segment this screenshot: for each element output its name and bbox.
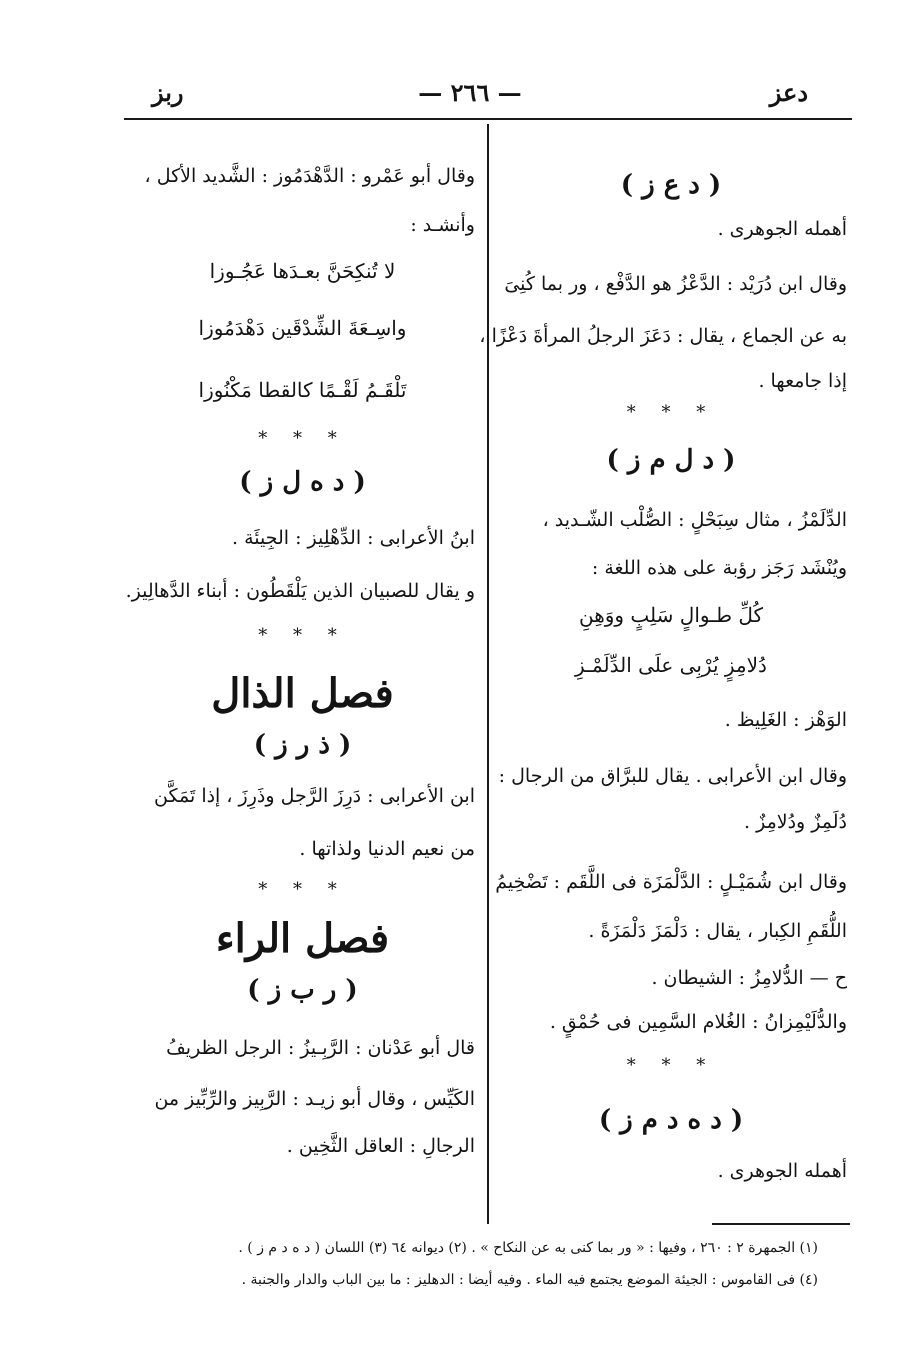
text-line: الكَيِّس ، وقال أبو زيـد : الرَّبِيز والرِّبِّيز من <box>154 1088 475 1110</box>
verse-line: تَلْقَـمُ لَقْـمًا كالقطا مَكْنُوزا <box>198 378 407 402</box>
text-line: إذا جامعها . <box>758 370 847 392</box>
text-line: ابنُ الأعرابى : الدِّهْلِيز : الجِيئَة . <box>231 527 475 549</box>
verse-line: كُلِّ طـوالٍ سَلِبٍ ووَهِنِ <box>578 603 764 627</box>
text-line: من نعيم الدنيا ولذاتها . <box>299 838 475 860</box>
verse-line: واسِـعَةَ الشِّدْقَين دَهْدَمُوزا <box>198 316 407 340</box>
entry-heading: ( د ع ز ) <box>620 170 722 200</box>
text-line: الدِّلَمْزُ ، مثال سِبَحْلٍ : الصُّلْب الشّـديد ، <box>542 509 847 531</box>
text-line: الوَهْز : الغَلِيظ . <box>724 709 847 731</box>
text-line: وقال ابن الأعرابى . يقال للبرَّاق من الرجال : <box>498 765 847 787</box>
page-number: — ٢٦٦ — <box>418 78 522 107</box>
text-line: أهمله الجوهرى . <box>717 218 847 240</box>
entry-heading: ( ذ ر ز ) <box>253 730 352 760</box>
text-line: ابن الأعرابى : دَرِزَ الرَّجل وذَرِزَ ، إذا تَمَكَّن <box>154 785 475 807</box>
text-line: به عن الجماع ، يقال : دَعَزَ الرجلُ المرأةَ دَعْزًا ، <box>479 325 847 347</box>
verse-line: لا تُنكِحَنَّ بعـدَها عَجُـوزا <box>209 259 396 283</box>
section-heading: فصل الذال <box>211 670 394 717</box>
entry-heading: ( د ل م ز ) <box>606 445 736 475</box>
text-line: الرجالِ : العاقل الثَّخِين . <box>286 1135 475 1157</box>
text-line: وقال أبو عَمْرو : الدَّهْدَمُوز : الشَّديد الأكل ، <box>144 165 475 187</box>
entry-heading: ( د ه د م ز ) <box>598 1105 744 1135</box>
column-divider <box>487 124 489 1224</box>
entry-heading: ( ر ب ز ) <box>247 975 358 1005</box>
separator-stars: * * * <box>258 428 347 449</box>
text-line: ح — الدُّلامِزُ : الشيطان . <box>651 967 847 989</box>
footnote-line: (١) الجمهرة ٢ : ٢٦٠ ، وفيها : « ور بما كنى به عن النكاح » . (٢) ديوانه ٦٤ (٣) اللسان ( د ه د م ز ) . <box>238 1240 818 1256</box>
section-heading: فصل الراء <box>215 915 390 962</box>
footnote-rule <box>712 1223 850 1225</box>
header-left-entry: ربز <box>152 78 184 107</box>
text-line: قال أبو عَدْنان : الرَّبِـيزُ : الرجل الظريفُ <box>166 1037 475 1059</box>
text-line: و يقال للصبيان الذين يَلْقَطُون : أبناء الدَّهالِيز. <box>125 580 475 602</box>
verse-line: دُلامِزٍ يُرْبِى علَى الدِّلَمْـزِ <box>575 653 767 677</box>
header-right-entry: دعز <box>769 78 808 107</box>
header-rule <box>124 118 852 120</box>
entry-heading: ( د ه ل ز ) <box>239 467 366 497</box>
text-line: اللُّقَمِ الكِبار ، يقال : دَلْمَزَ دَلْمَزَةً . <box>588 920 847 942</box>
separator-stars: * * * <box>258 879 347 900</box>
text-line: أهمله الجوهرى . <box>717 1160 847 1182</box>
separator-stars: * * * <box>626 1055 716 1076</box>
separator-stars: * * * <box>626 402 716 423</box>
text-line: وأنشـد : <box>410 214 475 236</box>
footnote-line: (٤) فى القاموس : الجيئة الموضع يجتمع فيه الماء . وفيه أيضا : الدهليز : ما بين الباب والدار والجنبة . <box>241 1272 818 1288</box>
text-line: ويُنْشَد رَجَز رؤبة على هذه اللغة : <box>591 557 847 579</box>
text-line: والدُّلَيْمِزانُ : الغُلام السَّمِين فى حُمْقٍ . <box>549 1011 847 1033</box>
text-line: وقال ابن شُمَيْـلٍ : الدَّلْمَزَة فى اللَّقَم : تَضْخِيمُ <box>495 871 847 893</box>
text-line: وقال ابن دُرَيْد : الدَّعْزُ هو الدَّفْع ، ور بما كُنِىَ <box>504 273 847 295</box>
text-line: دُلَمِزٌ ودُلامِزٌ . <box>744 811 847 833</box>
separator-stars: * * * <box>258 625 347 646</box>
